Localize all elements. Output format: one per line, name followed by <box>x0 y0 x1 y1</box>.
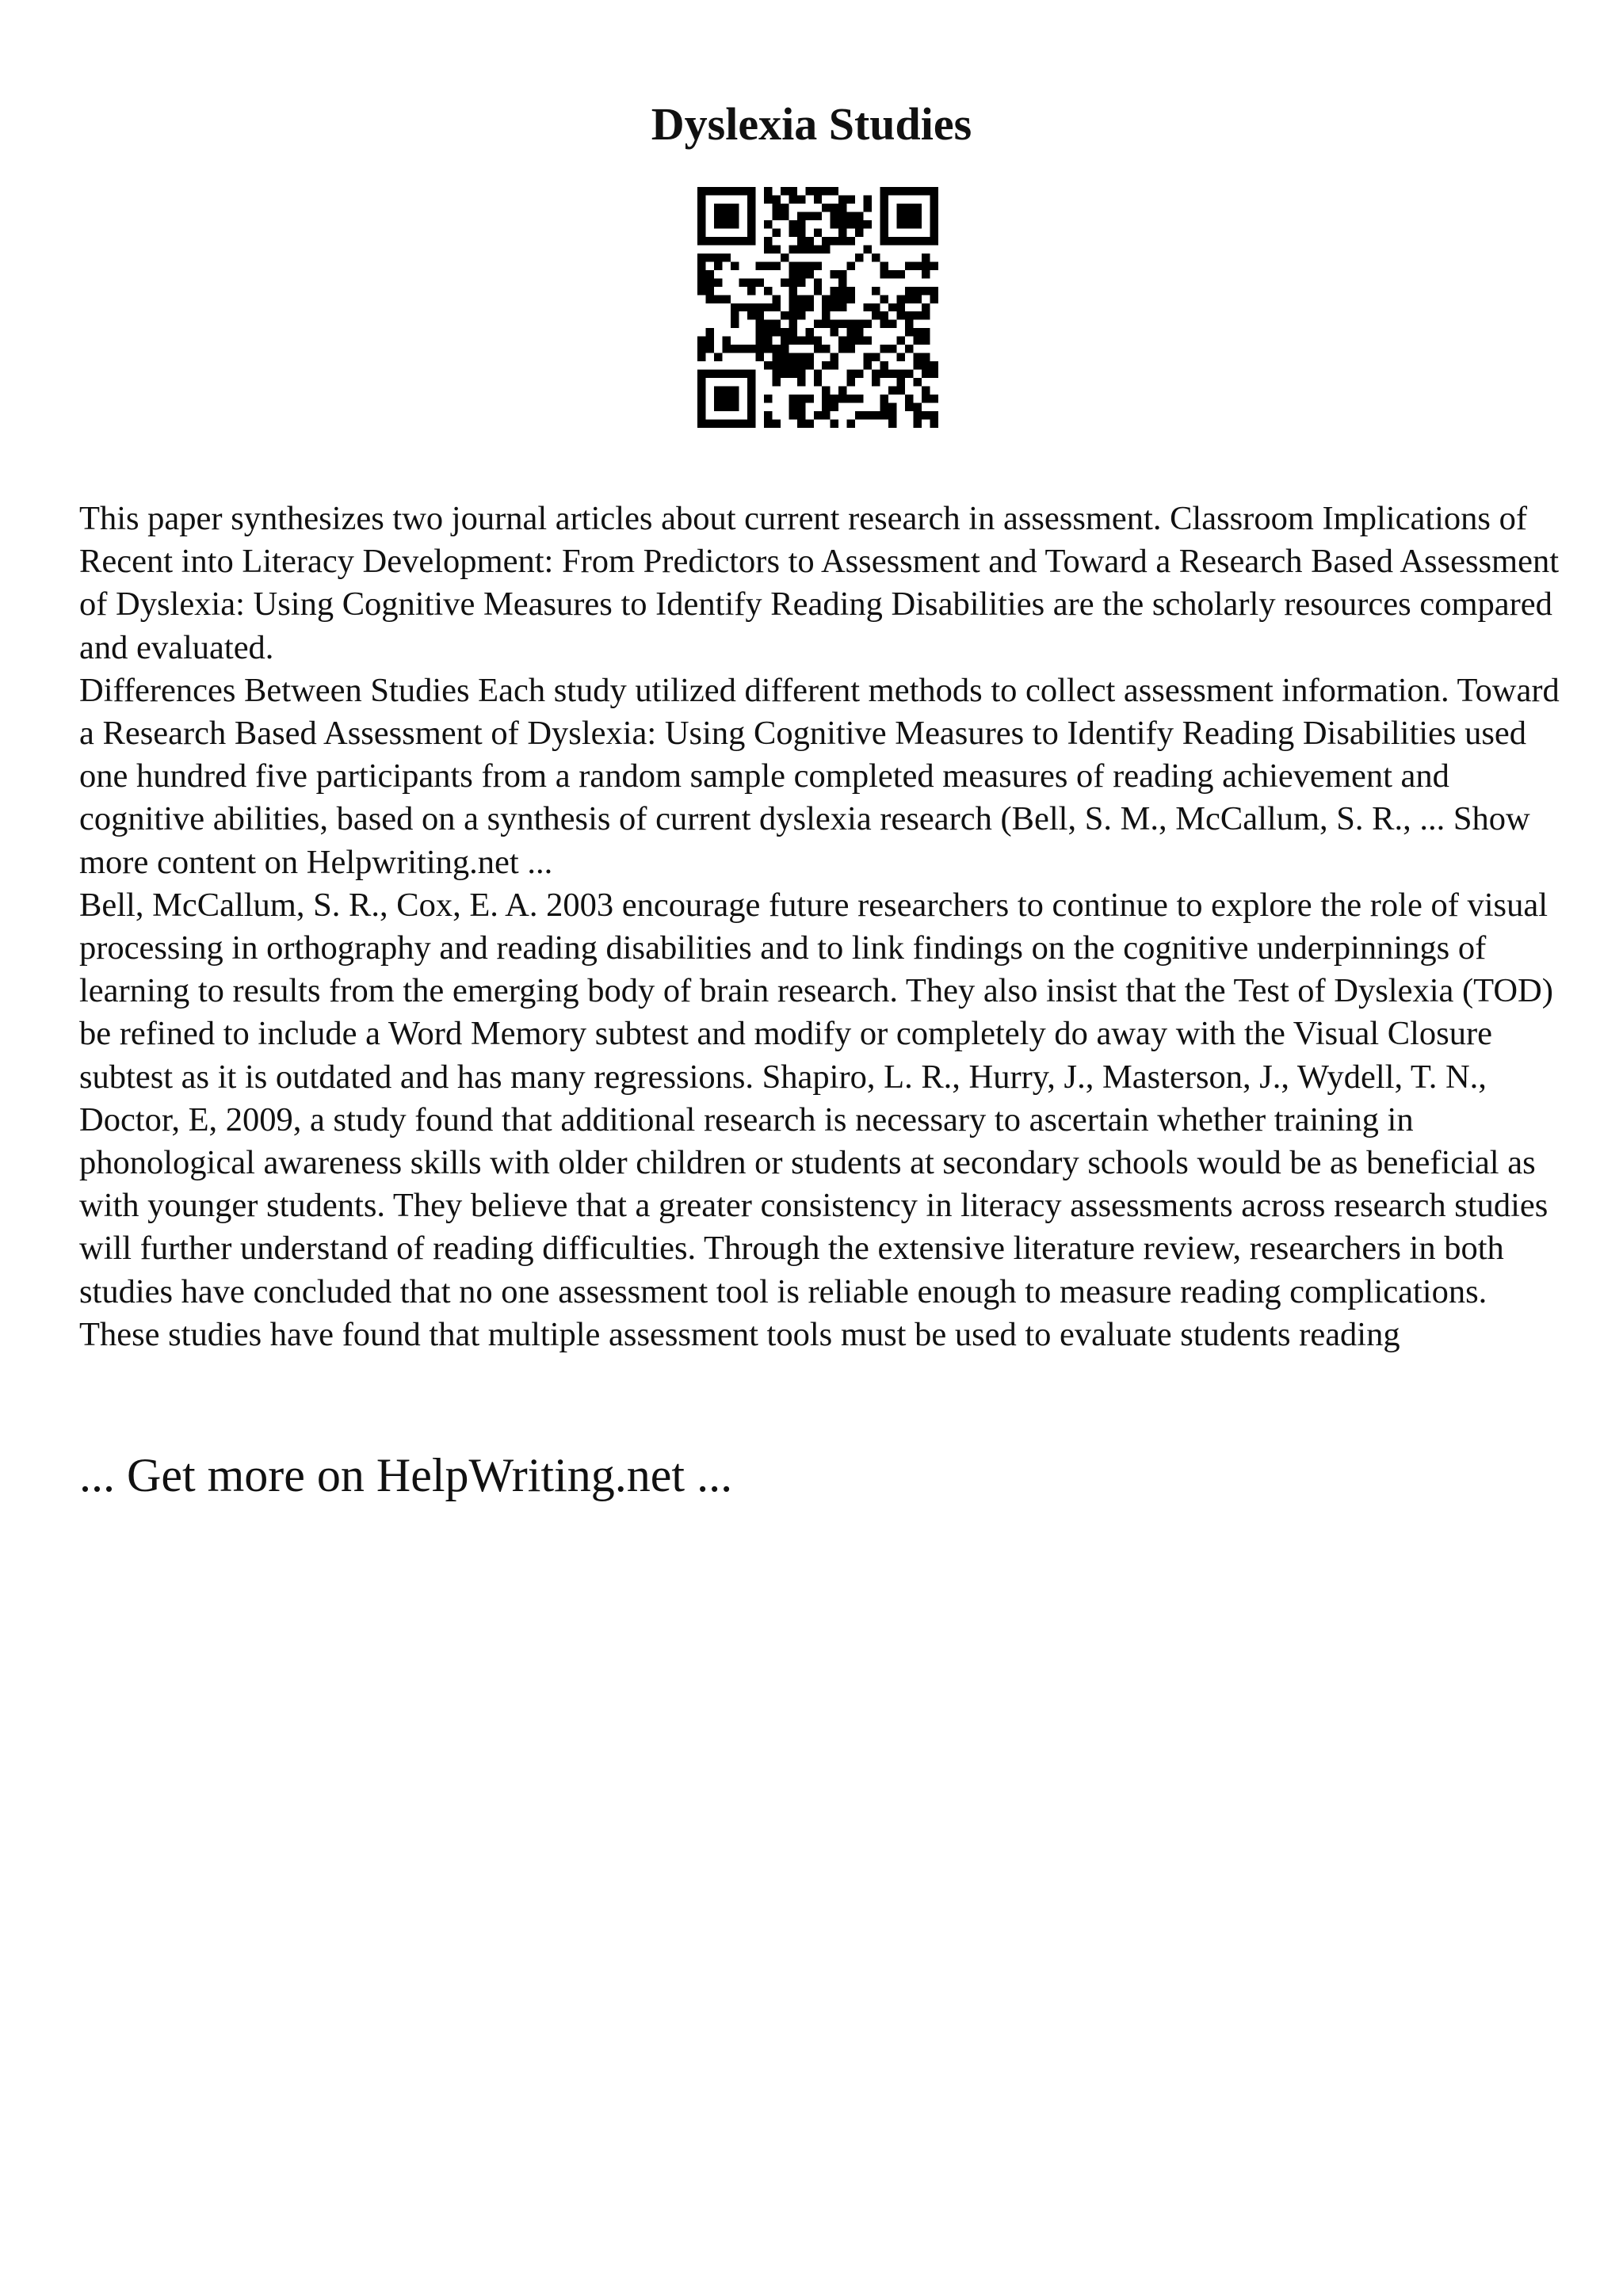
document-body <box>79 498 1569 1356</box>
document-title: Dyslexia Studies <box>651 98 972 150</box>
qr-code-graphic <box>697 187 938 428</box>
get-more-link[interactable]: ... Get more on HelpWriting.net ... <box>79 1449 733 1501</box>
paragraph-findings: Bell, McCallum, S. R., Cox, E. A. 2003 encourage future researchers to continue to explore the role of visual processing in orthography and reading disabilities and to link findings on the cognitive underpinnings of learning to results from the emerging body of brain research. They also insist that the Test of Dyslexia (TOD) be refined to include a Word Memory subtest and modify or completely do away with the Visual Closure subtest as it is outdated and has many regressions. Shapiro, L. R., Hurry, J., Masterson, J., Wydell, T. N., Doctor, E, 2009, a study found that additional research is necessary to ascertain whether training in phonological awareness skills with older children or students at secondary schools would be as beneficial as with younger students. They believe that a greater consistency in literacy assessments across research studies will further understand of reading difficulties. Through the extensive literature review, researchers in both studies have concluded that no one assessment tool is reliable enough to measure reading complications. These studies have found that multiple assessment tools must be used to evaluate students reading <box>79 886 1553 1353</box>
qr-code-icon[interactable] <box>697 187 938 428</box>
paragraph-intro: This paper synthesizes two journal articles about current research in assessment. Classroom Implications of Recent into Literacy Development: From Predictors to Assessment and Toward a Research Based Assessment of Dyslexia: Using Cognitive Measures to Identify Reading Disabilities are the scholarly resources compared and evaluated. <box>79 500 1560 666</box>
paragraph-differences: Differences Between Studies Each study utilized different methods to collect assessment information. Toward a Research Based Assessment of Dyslexia: Using Cognitive Measures to Identify Reading Disabilities used one hundred five participants from a random sample completed measures of reading achievement and cognitive abilities, based on a synthesis of current dyslexia research (Bell, S. M., McCallum, S. R., ... Show more content on Helpwriting.net ... <box>79 671 1560 881</box>
